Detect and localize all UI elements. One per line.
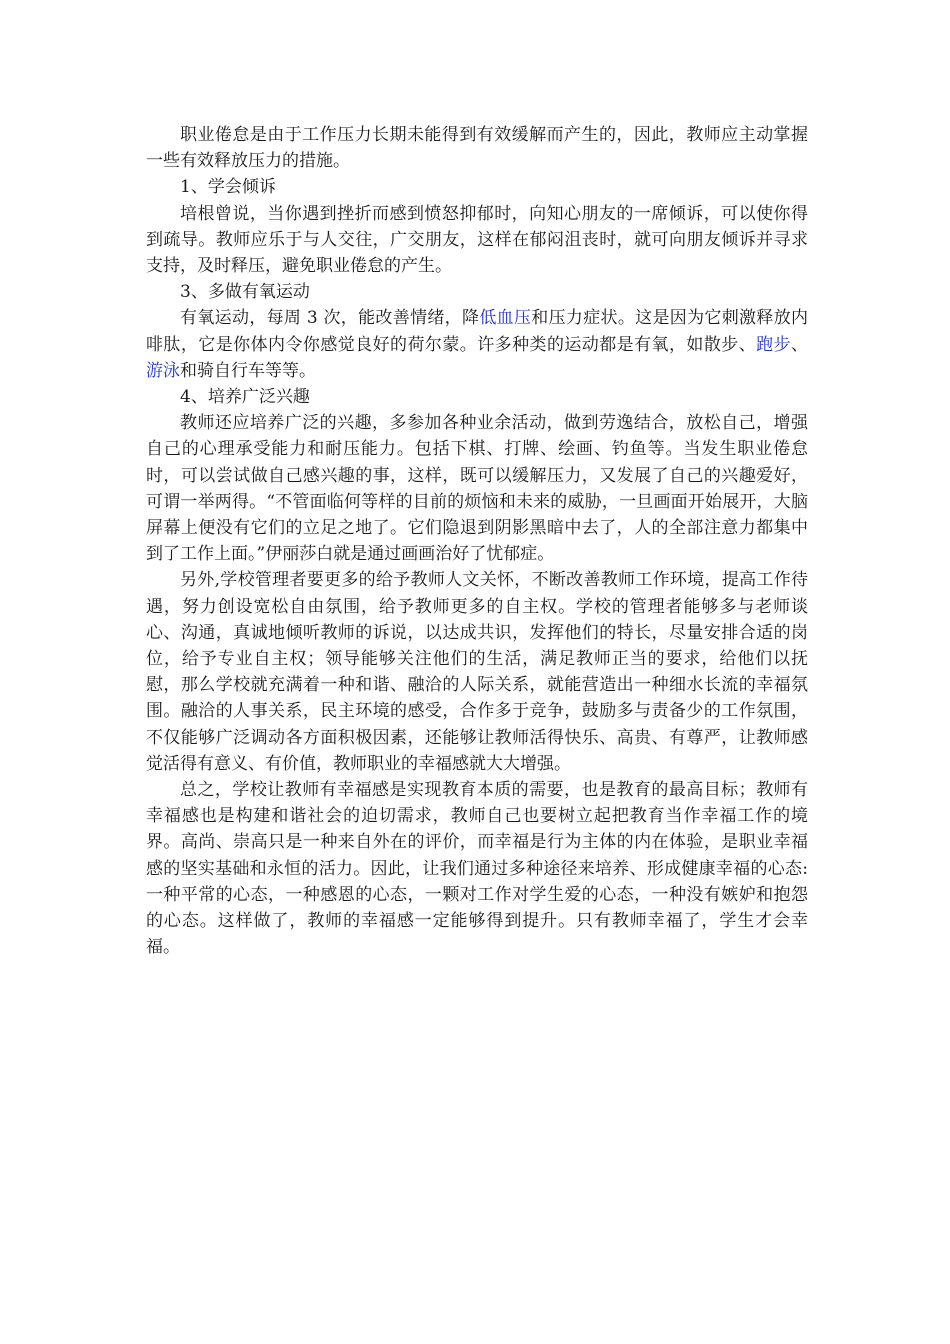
swimming-link[interactable]: 游泳 bbox=[146, 360, 180, 381]
section-heading-interests: 4、培养广泛兴趣 bbox=[180, 387, 310, 408]
section-body-interests: 教师还应培养广泛的兴趣，多参加各种业余活动，做到劳逸结合，放松自己，增强自己的心理承受能力和耐压能力。包括下棋、打牌、绘画、钓鱼等。当发生职业倦怠时，可以尝试做自己感兴趣的事，这样，既可以缓解压力，又发展了自己的兴趣爱好，可谓一举两得。“不管面临何等样的目前的烦恼和未来的威胁，一旦画面开始展开，大脑屏幕上便没有它们的立足之地了。它们隐退到阴影黑暗中去了，人的全部注意力都集中到了工作上面。”伊丽莎白就是通过画画治好了忧郁症。 bbox=[146, 413, 808, 565]
section-heading-aerobic-exercise: 3、多做有氧运动 bbox=[180, 282, 310, 303]
management-paragraph: 另外,学校管理者要更多的给予教师人文关怀，不断改善教师工作环境，提高工作待遇，努力创设宽松自由氛围，给予教师更多的自主权。学校的管理者能够多与老师谈心、沟通，真诚地倾听教师的诉说，以达成共识，发挥他们的特长，尽量安排合适的岗位，给予专业自主权；领导能够关注他们的生活，满足教师正当的要求，给他们以抚慰，那么学校就充满着一种和谐、融洽的人际关系，就能营造出一种细水长流的幸福氛围。融洽的人事关系，民主环境的感受，合作多于竞争，鼓励多与责备少的工作氛围，不仅能够广泛调动各方面积极因素，还能够让教师活得快乐、高贵、有尊严，让教师感觉活得有意义、有价值，教师职业的幸福感就大大增强。 bbox=[146, 570, 808, 774]
section-heading-confide: 1、学会倾诉 bbox=[180, 177, 276, 198]
aerobic-text-part-2: 和压力症状。这是因为它刺激释放内啡肽，它是你体内令你感觉良好的荷尔蒙。许多种类的运动都是有氧，如散步、 bbox=[146, 308, 809, 355]
low-blood-pressure-link[interactable]: 低血压 bbox=[479, 308, 532, 329]
aerobic-text-part-3: 、 bbox=[791, 334, 809, 355]
conclusion-paragraph: 总之，学校让教师有幸福感是实现教育本质的需要，也是教育的最高目标；教师有幸福感也是构建和谐社会的迫切需求，教师自己也要树立起把教育当作幸福工作的境界。高尚、崇高只是一种来自外在的评价，而幸福是行为主体的内在体验，是职业幸福感的坚实基础和永恒的活力。因此，让我们通过多种途径来培养、形成健康幸福的心态:一种平常的心态，一种感恩的心态，一颗对工作对学生爱的心态，一种没有嫉妒和抱怨的心态。这样做了，教师的幸福感一定能够得到提升。只有教师幸福了，学生才会幸福。 bbox=[146, 780, 808, 958]
intro-paragraph: 职业倦怠是由于工作压力长期未能得到有效缓解而产生的，因此，教师应主动掌握一些有效释放压力的措施。 bbox=[146, 125, 808, 172]
section-body-aerobic-exercise bbox=[146, 305, 808, 384]
document-page bbox=[146, 122, 808, 961]
section-body-confide: 培根曾说，当你遇到挫折而感到愤怒抑郁时，向知心朋友的一席倾诉，可以使你得到疏导。教师应乐于与人交往，广交朋友，这样在郁闷沮丧时，就可向朋友倾诉并寻求支持，及时释压，避免职业倦怠的产生。 bbox=[146, 203, 808, 277]
aerobic-text-part-4: 和骑自行车等等。 bbox=[180, 360, 316, 381]
running-link[interactable]: 跑步 bbox=[756, 334, 792, 355]
aerobic-text-part-1: 有氧运动，每周 3 次，能改善情绪，降 bbox=[180, 308, 480, 329]
